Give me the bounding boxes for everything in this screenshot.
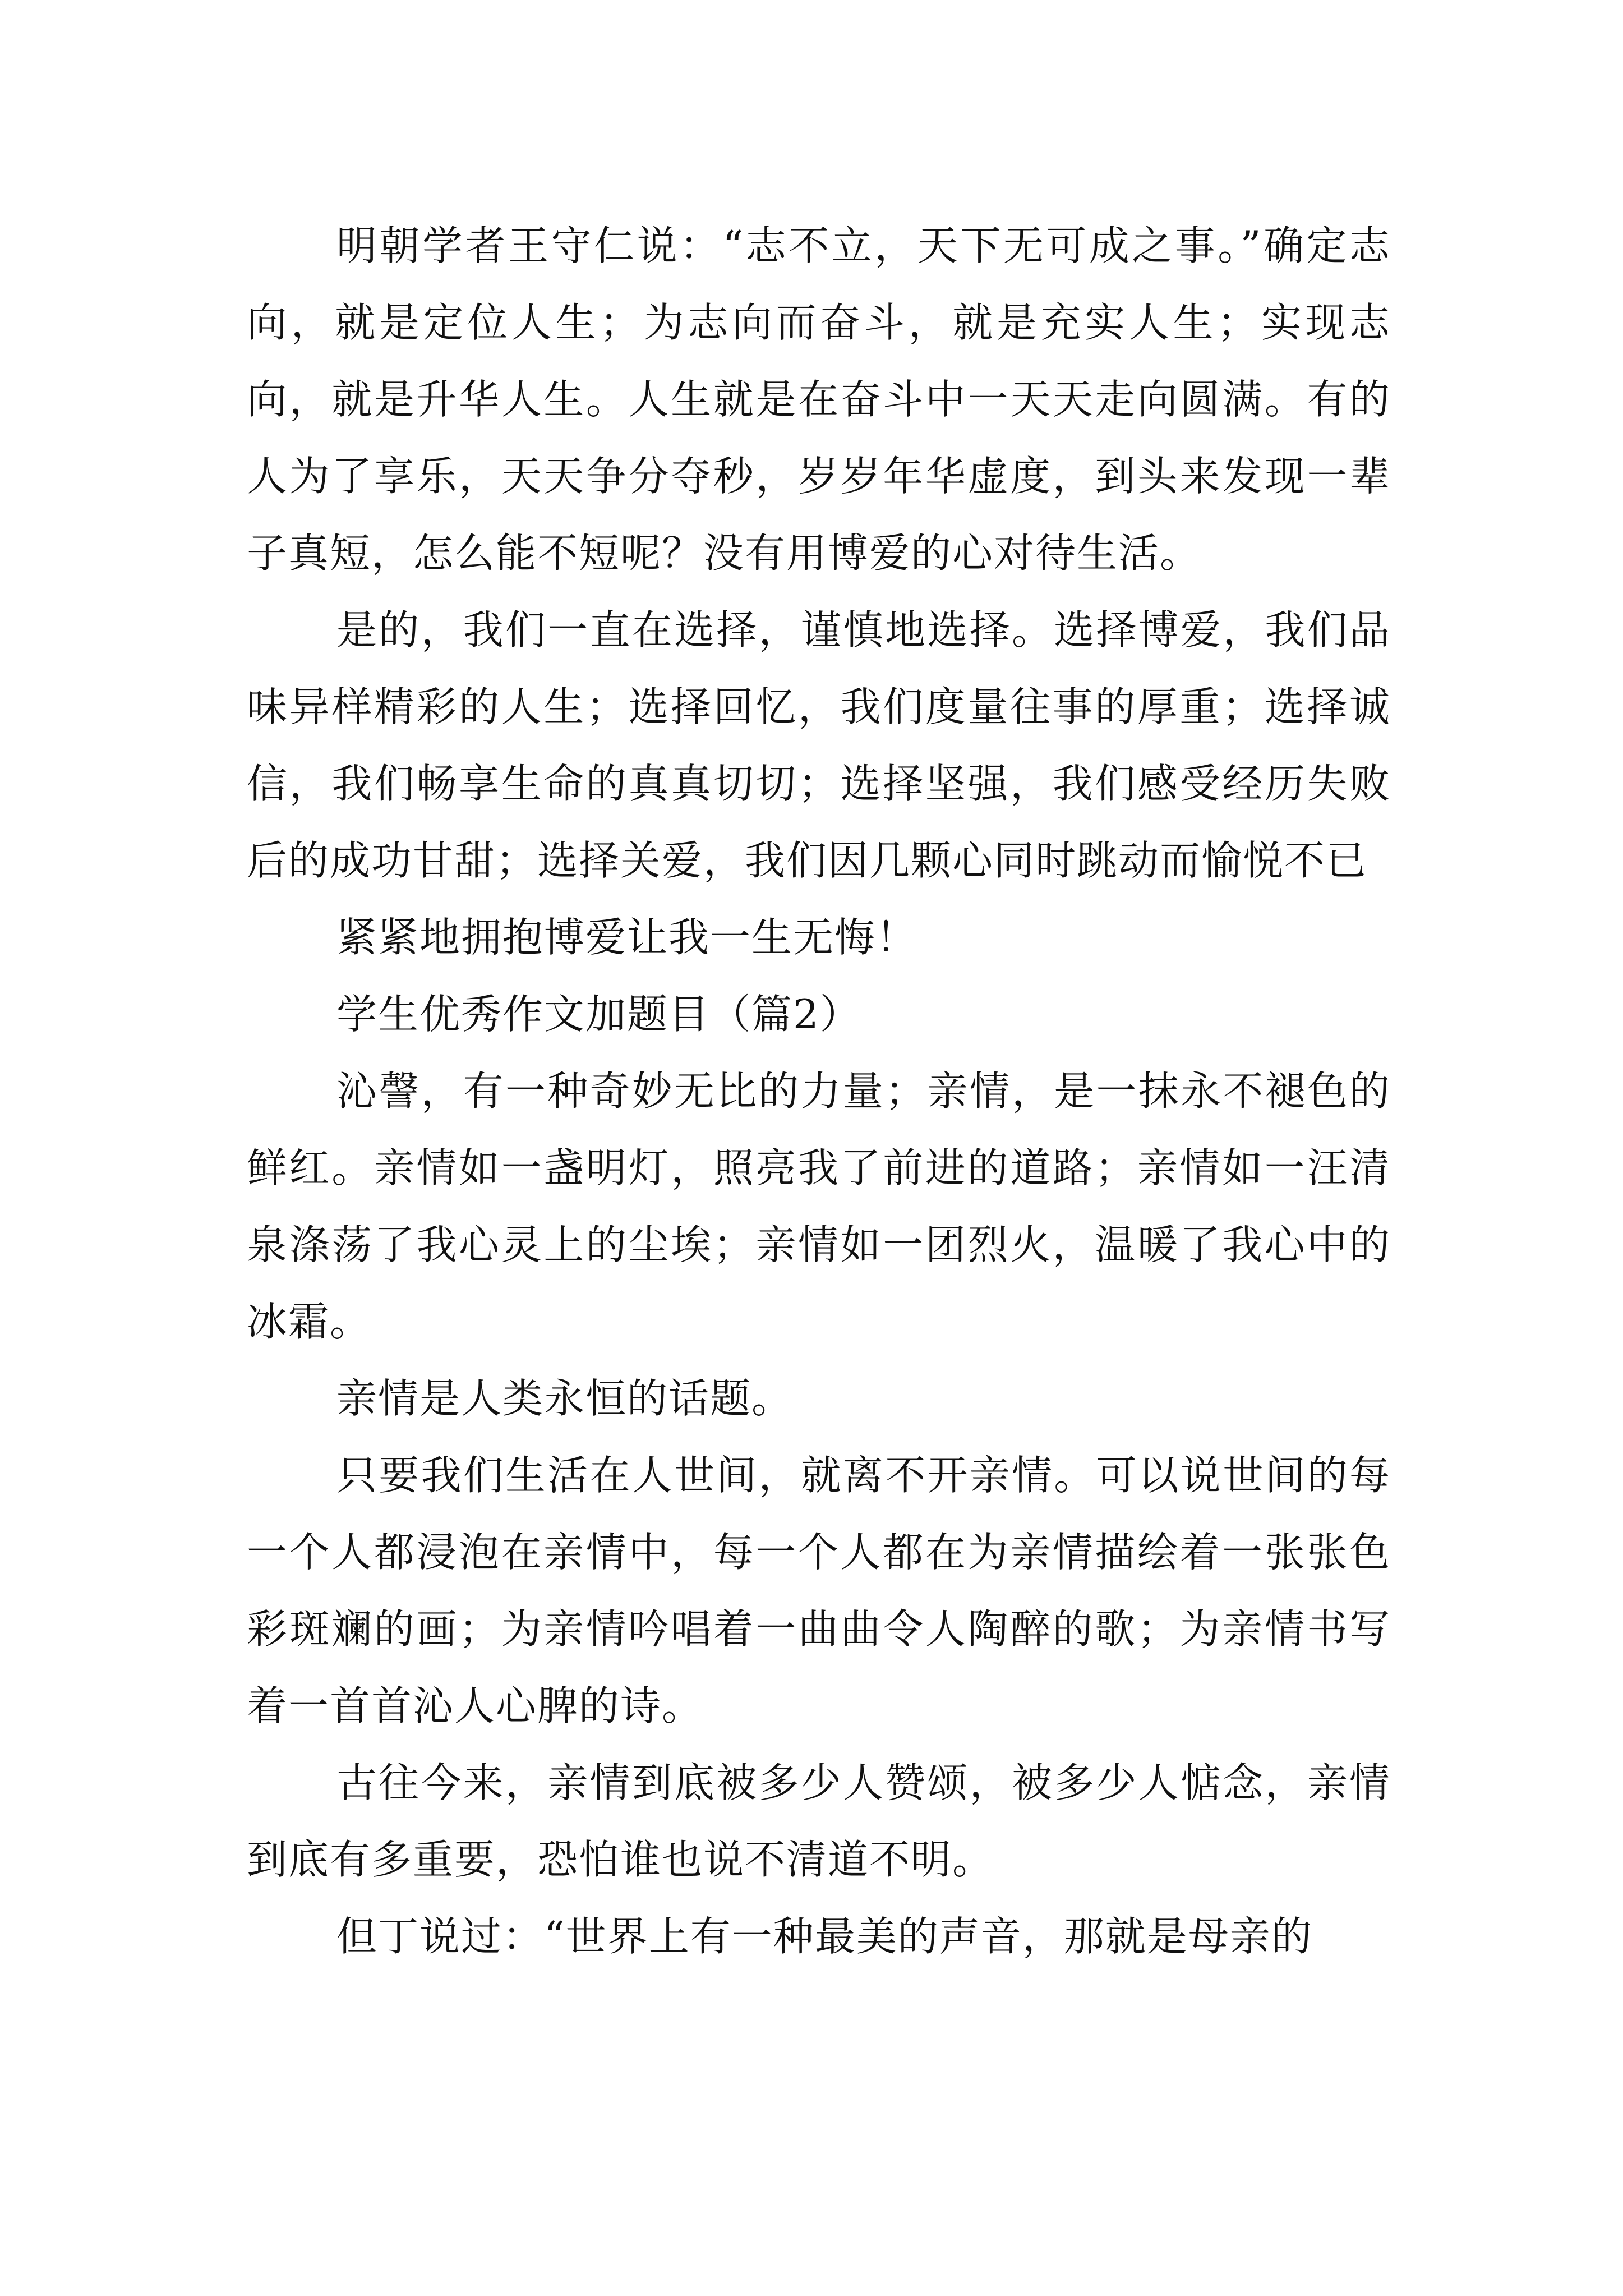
paragraph-5: 亲情是人类永恒的话题。 (336, 1375, 794, 1422)
document-body (247, 208, 1391, 1975)
paragraph-1: 明朝学者王守仁说：“志不立，天下无可成之事。”确定志向，就是定位人生；为志向而奋斗，就是充实人生；实现志向，就是升华人生。人生就是在奋斗中一天天走向圆满。有的人为了享乐，天天争分夺秒，岁岁年华虚度，到头来发现一辈子真短，怎么能不短呢？没有用博爱的心对待生活。 (247, 222, 1391, 577)
paragraph-8: 但丁说过：“世界上有一种最美的声音，那就是母亲的 (336, 1913, 1313, 1960)
paragraph-2: 是的，我们一直在选择，谨慎地选择。选择博爱，我们品味异样精彩的人生；选择回忆，我们度量往事的厚重；选择诚信，我们畅享生命的真真切切；选择坚强，我们感受经历失败后的成功甘甜；选择关爱，我们因几颗心同时跳动而愉悦不已 (247, 606, 1391, 884)
section-heading: 学生优秀作文加题目（篇2） (336, 991, 861, 1038)
paragraph-7: 古往今来，亲情到底被多少人赞颂，被多少人惦念，亲情到底有多重要，恐怕谁也说不清道不明。 (247, 1759, 1391, 1883)
paragraph-6: 只要我们生活在人世间，就离不开亲情。可以说世间的每一个人都浸泡在亲情中，每一个人都在为亲情描绘着一张张色彩斑斓的画；为亲情吟唱着一曲曲令人陶醉的歌；为亲情书写着一首首沁人心脾的诗。 (247, 1452, 1391, 1729)
paragraph-3: 紧紧地拥抱博爱让我一生无悔！ (336, 914, 918, 961)
paragraph-4: 沁謦，有一种奇妙无比的力量；亲情，是一抹永不褪色的鲜红。亲情如一盏明灯，照亮我了前进的道路；亲情如一汪清泉涤荡了我心灵上的尘埃；亲情如一团烈火，温暖了我心中的冰霜。 (247, 1068, 1391, 1345)
